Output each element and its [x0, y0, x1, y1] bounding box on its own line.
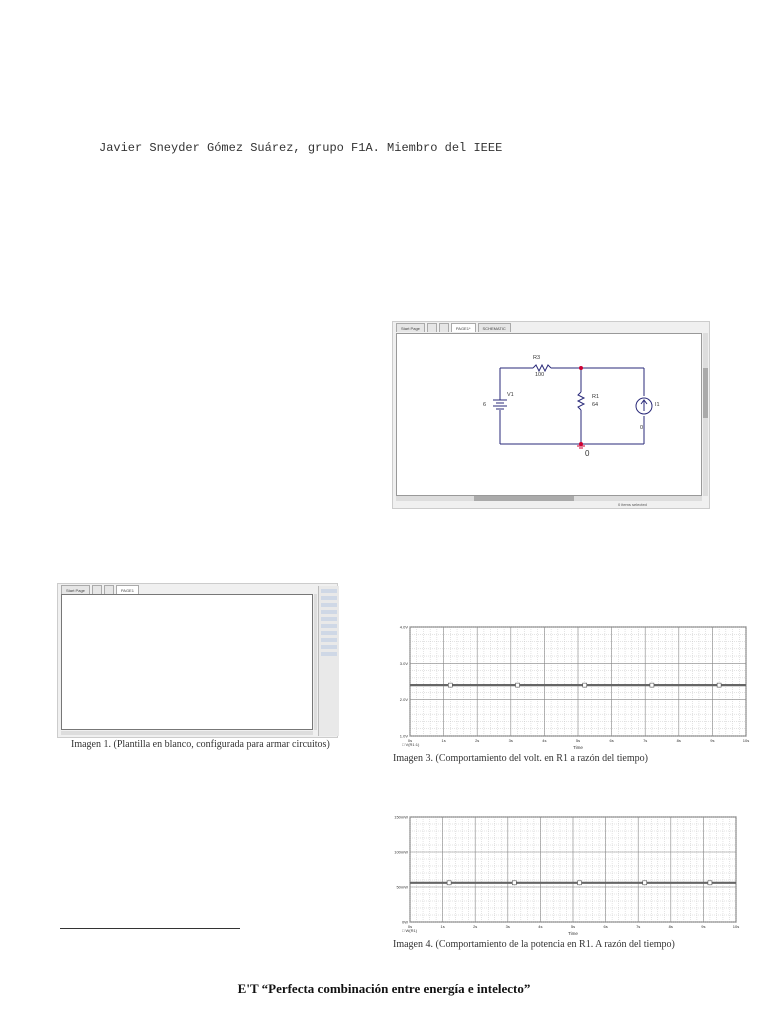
- x-tick-label: 1s: [441, 738, 446, 743]
- blank-canvas[interactable]: [61, 594, 313, 730]
- x-tick-label: 7s: [636, 924, 641, 929]
- image4-caption: Imagen 4. (Comportamiento de la potencia en R1. A razón del tiempo): [393, 939, 675, 950]
- x-tick-label: 4s: [538, 924, 543, 929]
- tab-start-page[interactable]: Start Page: [396, 323, 425, 332]
- r1-label: R1: [592, 394, 600, 400]
- footnote-rule: [60, 928, 240, 929]
- tab-page1[interactable]: PAGE1*: [451, 323, 476, 332]
- tab-2[interactable]: [427, 323, 437, 332]
- tab-page1[interactable]: PAGE1: [116, 585, 139, 594]
- y-tick-label: 3.0V: [399, 660, 408, 666]
- footer-motto: E'T “Perfecta combinación entre energía e intelecto”: [237, 981, 531, 996]
- y-tick-label: 1.0V: [399, 733, 408, 739]
- data-point: [650, 683, 654, 687]
- ground-label: 0: [585, 449, 590, 458]
- v1-value: 6: [483, 402, 487, 408]
- horizontal-scrollbar[interactable]: [61, 731, 313, 735]
- x-tick-label: 8s: [668, 924, 673, 929]
- tab-2[interactable]: [92, 585, 102, 594]
- r3-resistor: [533, 365, 551, 371]
- x-tick-label: 7s: [643, 738, 648, 743]
- schematic-canvas[interactable]: [396, 333, 702, 496]
- image1-caption: Imagen 1. (Plantilla en blanco, configurada para armar circuitos): [71, 739, 330, 750]
- schematic-screenshot: [392, 321, 710, 509]
- v1-source: [493, 400, 507, 409]
- y-tick-label: 4.0V: [399, 624, 408, 630]
- x-tick-label: 8s: [676, 738, 681, 743]
- tab-start-page[interactable]: Start Page: [61, 585, 90, 594]
- y-tick-label: 150mW: [394, 814, 408, 820]
- tab-3[interactable]: [104, 585, 114, 594]
- trace-legend: □ V(R1:1): [402, 742, 420, 747]
- vertical-scrollbar[interactable]: [314, 594, 317, 730]
- x-tick-label: 10s: [742, 738, 750, 743]
- x-tick-label: 5s: [570, 924, 576, 929]
- x-tick-label: 2s: [475, 738, 480, 743]
- vertical-scrollbar[interactable]: [703, 333, 708, 496]
- x-tick-label: 2s: [473, 924, 478, 929]
- data-point: [516, 683, 520, 687]
- x-axis-label: Time: [568, 931, 578, 936]
- x-axis-label: Time: [573, 745, 583, 750]
- x-tick-label: 9s: [701, 924, 706, 929]
- x-tick-label: 1s: [440, 924, 445, 929]
- r1-value: 64: [592, 402, 599, 408]
- v1-label: V1: [507, 392, 514, 398]
- data-point: [447, 881, 451, 885]
- y-tick-label: 100mW: [394, 849, 408, 855]
- power-chart: [388, 812, 740, 938]
- tab-3[interactable]: [439, 323, 449, 332]
- y-tick-label: 0W: [402, 919, 408, 925]
- r3-label: R3: [533, 355, 541, 361]
- blank-template-screenshot: [57, 583, 338, 738]
- y-tick-label: 50mW: [396, 884, 408, 890]
- x-tick-label: 0s: [407, 738, 413, 743]
- data-point: [643, 881, 647, 885]
- data-point: [717, 683, 721, 687]
- horizontal-scrollbar[interactable]: [396, 496, 702, 501]
- status-bar: 0 items selected: [618, 502, 647, 507]
- x-tick-label: 3s: [508, 738, 513, 743]
- property-panel: [318, 586, 339, 736]
- i1-label: I1: [655, 402, 660, 408]
- data-point: [708, 881, 712, 885]
- x-tick-label: 3s: [505, 924, 510, 929]
- r3-value: 100: [535, 372, 545, 378]
- data-point: [448, 683, 452, 687]
- x-tick-label: 0s: [407, 924, 413, 929]
- x-tick-label: 4s: [542, 738, 547, 743]
- trace-legend: □ W(R1): [402, 928, 418, 933]
- x-tick-label: 5s: [575, 738, 581, 743]
- image3-caption: Imagen 3. (Comportamiento del volt. en R1 a razón del tiempo): [393, 753, 648, 764]
- x-tick-label: 9s: [710, 738, 715, 743]
- ground-symbol: [577, 446, 585, 448]
- schematic-tabs: [396, 323, 511, 332]
- data-point: [583, 683, 587, 687]
- x-tick-label: 10s: [732, 924, 740, 929]
- y-tick-label: 2.0V: [399, 697, 408, 703]
- template-tabs: [61, 585, 139, 594]
- circuit-drawing: [397, 334, 701, 495]
- x-tick-label: 6s: [609, 738, 614, 743]
- tab-schematic[interactable]: SCHEMATIC: [478, 323, 511, 332]
- data-point: [578, 881, 582, 885]
- x-tick-label: 6s: [603, 924, 608, 929]
- voltage-chart: [388, 622, 750, 752]
- i1-value: 0: [640, 425, 644, 431]
- data-point: [512, 881, 516, 885]
- r1-resistor: [578, 392, 584, 410]
- author-line: Javier Sneyder Gómez Suárez, grupo F1A. Miembro del IEEE: [99, 141, 503, 155]
